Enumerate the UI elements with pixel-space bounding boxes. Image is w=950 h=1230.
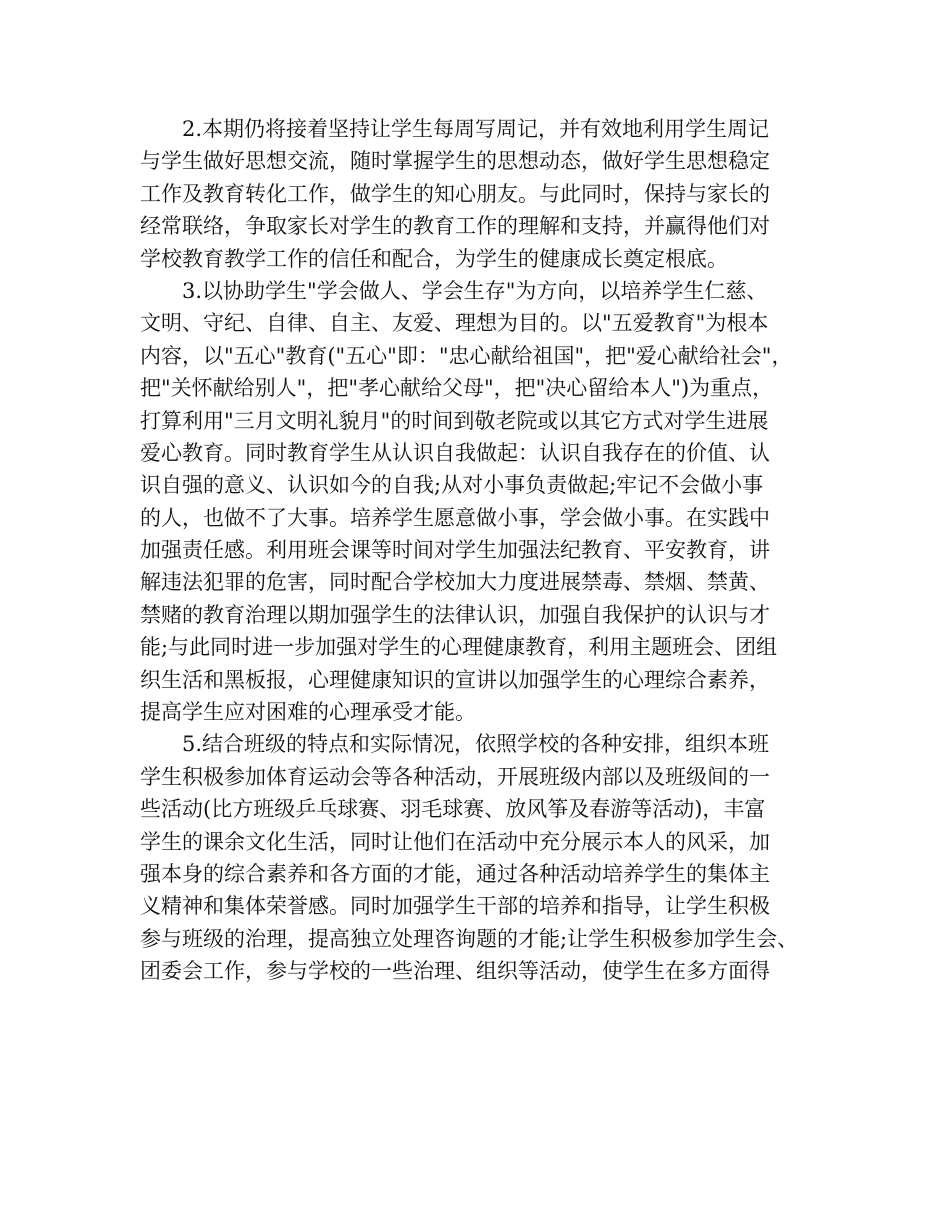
text-line: 能;与此同时进一步加强对学生的心理健康教育，利用主题班会、团组 xyxy=(140,635,778,660)
text-line: 织生活和黑板报，心理健康知识的宣讲以加强学生的心理综合素养， xyxy=(140,667,770,692)
text-line: 打算利用"三月文明礼貌月"的时间到敬老院或以其它方式对学生进展 xyxy=(140,408,769,433)
paragraph xyxy=(140,275,830,728)
text-line: 提高学生应对困难的心理承受才能。 xyxy=(140,700,476,725)
document-body xyxy=(140,113,830,988)
text-line: 学校教育教学工作的信任和配合，为学生的健康成长奠定根底。 xyxy=(140,246,728,271)
text-line: 2.本期仍将接着坚持让学生每周写周记，并有效地利用学生周记 xyxy=(182,117,770,141)
paragraph xyxy=(140,113,830,275)
text-line: 识自强的意义、认识如今的自我;从对小事负责做起;牢记不会做小事 xyxy=(140,473,764,498)
text-line: 学生的课余文化生活，同时让他们在活动中充分展示本人的风采，加 xyxy=(140,829,770,854)
text-line: 5.结合班级的特点和实际情况，依照学校的各种安排，组织本班 xyxy=(182,732,770,757)
paragraph xyxy=(140,728,830,987)
text-line: 解违法犯罪的危害，同时配合学校加大力度进展禁毒、禁烟、禁黄、 xyxy=(140,570,770,595)
text-line: 把"关怀献给别人"，把"孝心献给父母"，把"决心留给本人")为重点， xyxy=(140,376,774,401)
text-line: 义精神和集体荣誉感。同时加强学生干部的培养和指导，让学生积极 xyxy=(140,894,770,919)
text-line: 3.以协助学生"学会做人、学会生存"为方向，以培养学生仁慈、 xyxy=(182,278,768,303)
text-line: 与学生做好思想交流，随时掌握学生的思想动态，做好学生思想稳定 xyxy=(140,149,770,174)
text-line: 团委会工作，参与学校的一些治理、组织等活动，使学生在多方面得 xyxy=(140,959,770,984)
text-line: 文明、守纪、自律、自主、友爱、理想为目的。以"五爱教育"为根本 xyxy=(140,311,769,336)
text-line: 强本身的综合素养和各方面的才能，通过各种活动培养学生的集体主 xyxy=(140,861,770,886)
text-line: 经常联络，争取家长对学生的教育工作的理解和支持，并赢得他们对 xyxy=(140,214,770,239)
text-line: 加强责任感。利用班会课等时间对学生加强法纪教育、平安教育，讲 xyxy=(140,538,770,563)
text-line: 工作及教育转化工作，做学生的知心朋友。与此同时，保持与家长的 xyxy=(140,181,770,206)
text-line: 些活动(比方班级乒乓球赛、羽毛球赛、放风筝及春游等活动)，丰富 xyxy=(140,797,766,822)
text-line: 学生积极参加体育运动会等各种活动，开展班级内部以及班级间的一 xyxy=(140,764,770,789)
text-line: 内容，以"五心"教育("五心"即："忠心献给祖国"，把"爱心献给社会"， xyxy=(140,343,793,368)
text-line: 爱心教育。同时教育学生从认识自我做起：认识自我存在的价值、认 xyxy=(140,440,770,465)
text-line: 的人，也做不了大事。培养学生愿意做小事，学会做小事。在实践中 xyxy=(140,505,770,530)
text-line: 禁赌的教育治理以期加强学生的法律认识，加强自我保护的认识与才 xyxy=(140,602,770,627)
text-line: 参与班级的治理，提高独立处理咨询题的才能;让学生积极参加学生会、 xyxy=(140,926,799,951)
